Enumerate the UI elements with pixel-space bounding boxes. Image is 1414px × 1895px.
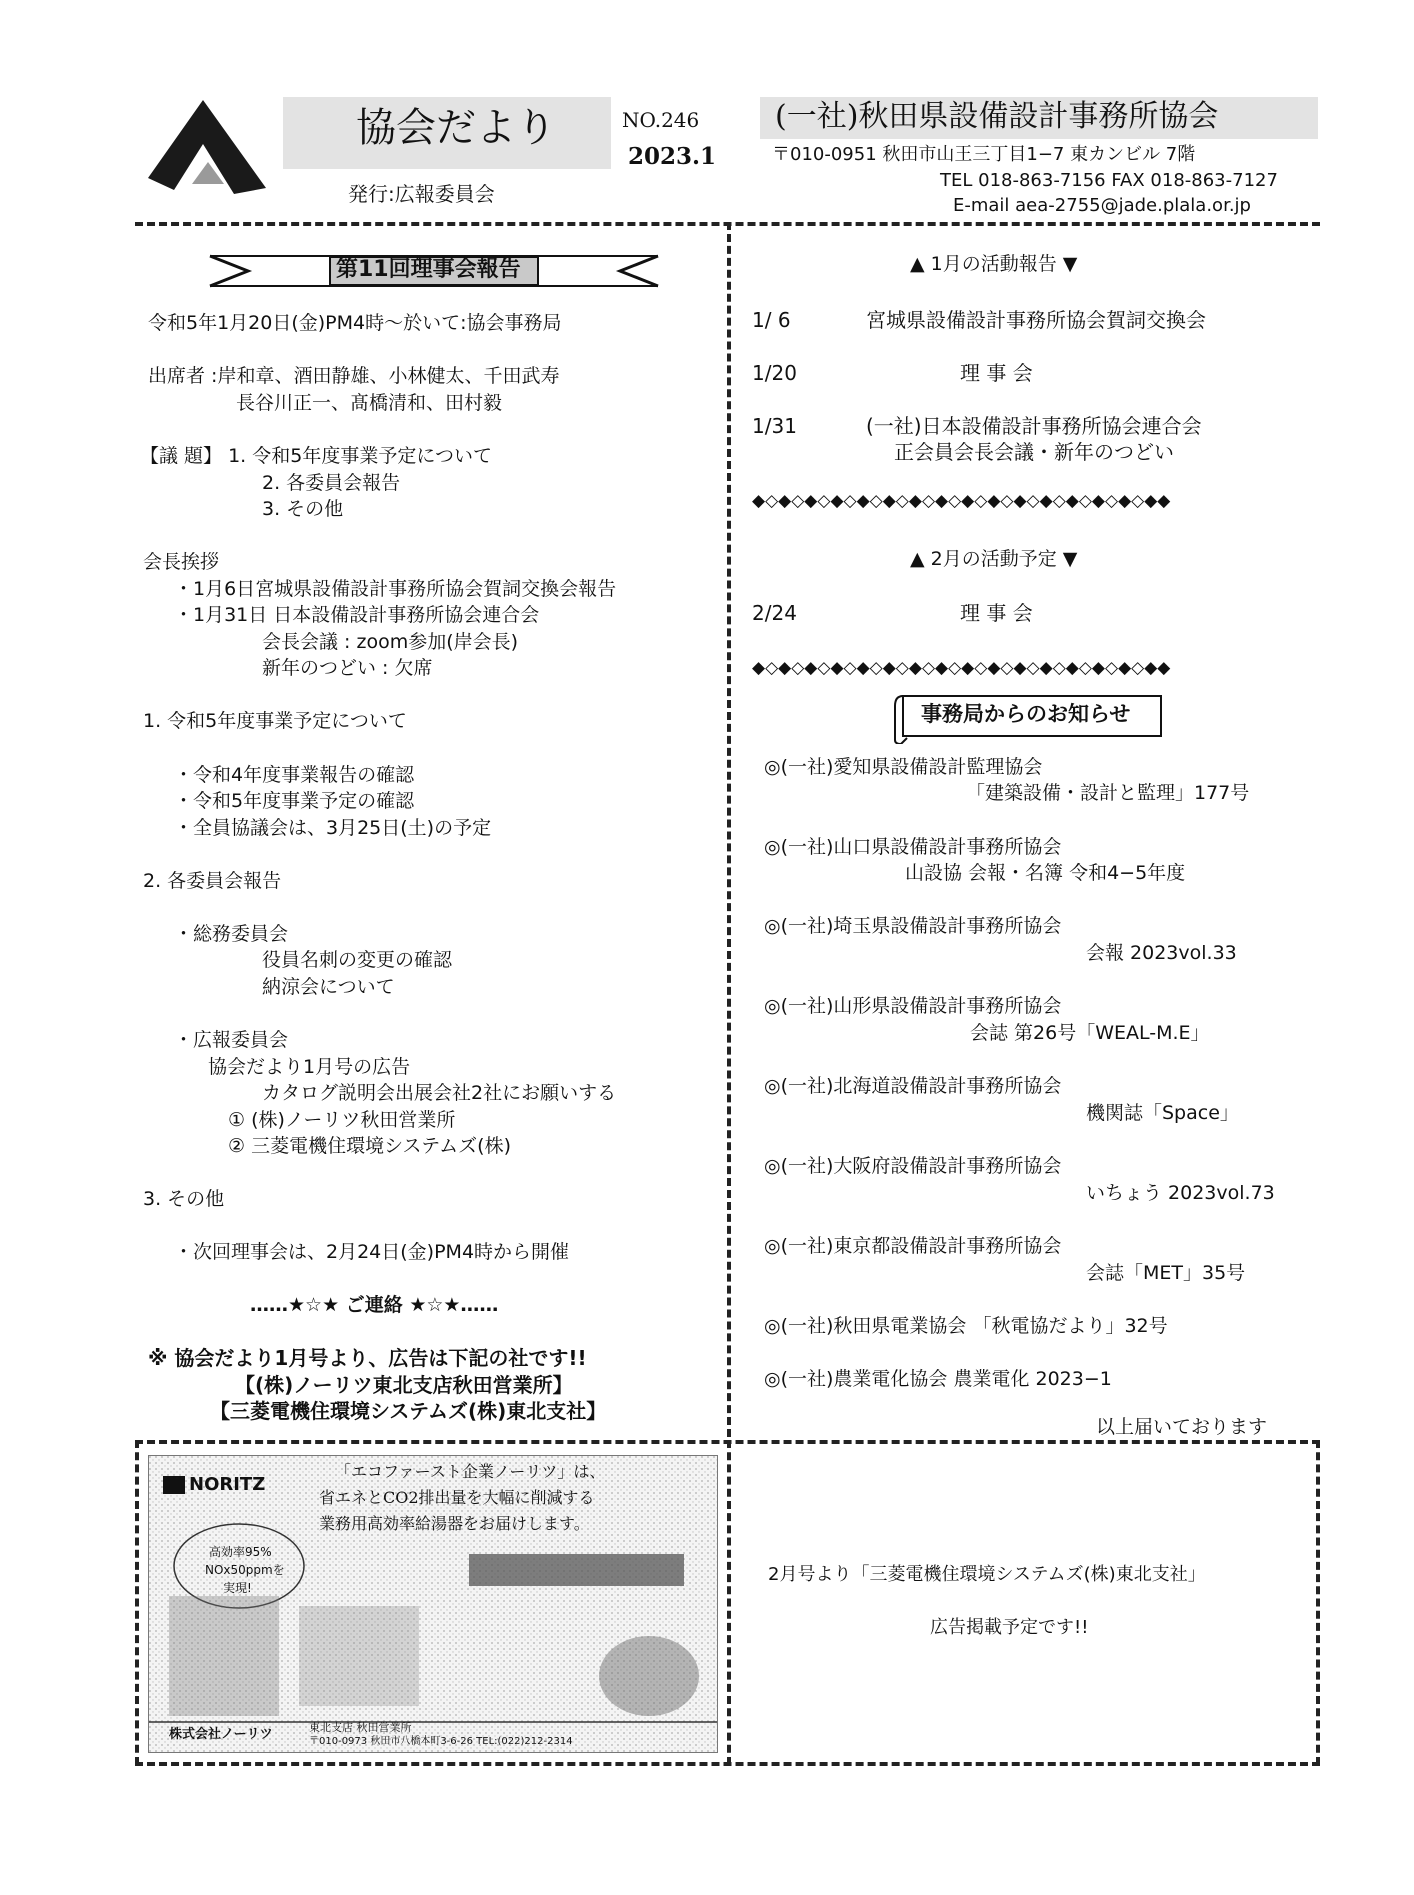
notice-line-1: ※ 協会だより1月号より、広告は下記の社です!! <box>148 1346 587 1370</box>
ad-brand: NORITZ <box>189 1474 266 1495</box>
january-report-title: ▲ 1月の活動報告 ▼ <box>910 253 1078 275</box>
jan-item-3-text: (一社)日本設備設計事務所協会連合会 <box>866 414 1202 438</box>
section-1-heading: 1. 令和5年度事業予定について <box>143 710 407 732</box>
noritz-logo-icon <box>163 1476 185 1494</box>
tel-fax: TEL 018-863-7156 FAX 018-863-7127 <box>940 170 1278 191</box>
committee-pr-item-1: 協会だより1月号の広告 <box>208 1056 411 1078</box>
ad-frame-bottom <box>135 1762 1320 1766</box>
notice-6-org: ◎(一社)大阪府設備設計事務所協会 <box>764 1155 1062 1177</box>
committee-pr: ・広報委員会 <box>174 1029 289 1051</box>
agenda-2: 2. 各委員会報告 <box>262 472 401 494</box>
notice-1-org: ◎(一社)愛知県設備設計監理協会 <box>764 756 1043 778</box>
attendees-line2: 長谷川正一、髙橋清和、田村毅 <box>236 392 503 414</box>
committee-pr-item-2: カタログ説明会出展会社2社にお願いする <box>262 1082 617 1104</box>
email: E-mail aea-2755@jade.plala.or.jp <box>953 195 1251 216</box>
notice-line-3: 【三菱電機住環境システムズ(株)東北支社】 <box>210 1399 607 1423</box>
jan-item-3-date: 1/31 <box>752 414 797 438</box>
notice-1-item: 「建築設備・設計と監理」177号 <box>966 782 1250 804</box>
agenda-3: 3. その他 <box>262 498 344 520</box>
notice-4-org: ◎(一社)山形県設備設計事務所協会 <box>764 995 1062 1017</box>
ad-frame-left <box>135 1440 139 1765</box>
section-2-heading: 2. 各委員会報告 <box>143 870 282 892</box>
ad-headline-3: 業務用高効率給湯器をお届けします。 <box>319 1514 590 1533</box>
ad-headline-1: 「エコファースト企業ノーリツ」は、 <box>335 1462 606 1481</box>
agenda-1: 【議 題】 1. 令和5年度事業予定について <box>140 445 492 467</box>
ad-headline-2: 省エネとCO2排出量を大幅に削減する <box>319 1488 595 1507</box>
address: 〒010-0951 秋田市山王三丁目1−7 東カンビル 7階 <box>772 144 1196 165</box>
notice-3-org: ◎(一社)埼玉県設備設計事務所協会 <box>764 915 1062 937</box>
notice-7-org: ◎(一社)東京都設備設計事務所協会 <box>764 1235 1062 1257</box>
divider-center <box>727 222 731 1437</box>
ad-badge-3: 実現! <box>223 1581 252 1595</box>
notice-5-item: 機関誌「Space」 <box>1086 1102 1239 1124</box>
greeting-item-1: ・1月6日宮城県設備設計事務所協会賀詞交換会報告 <box>174 578 617 600</box>
ad-branch-address: 〒010-0973 秋田市八橋本町3-6-26 TEL:(022)212-2314 <box>309 1736 573 1747</box>
notice-5-org: ◎(一社)北海道設備設計事務所協会 <box>764 1075 1062 1097</box>
association-logo <box>148 100 278 200</box>
jan-item-3-line2: 正会員会長会議・新年のつどい <box>894 440 1174 464</box>
greeting-item-2b: 新年のつどい : 欠席 <box>262 657 433 679</box>
feb-item-1-date: 2/24 <box>752 601 797 625</box>
ad-badge-1: 高効率95% <box>209 1545 272 1559</box>
notice-6-item: いちょう 2023vol.73 <box>1086 1182 1275 1204</box>
publisher: 発行:広報委員会 <box>348 182 495 206</box>
greeting-heading: 会長挨拶 <box>143 551 220 573</box>
committee-general-item-1: 役員名刺の変更の確認 <box>262 949 453 971</box>
notice-4-item: 会誌 第26号「WEAL-M.E」 <box>970 1022 1210 1044</box>
newsletter-title: 協会だより <box>356 105 556 151</box>
jan-item-2-text: 理 事 会 <box>960 361 1033 385</box>
received-note: 以上届いております <box>1096 1416 1268 1438</box>
committee-pr-item-3: ① (株)ノーリツ秋田営業所 <box>228 1109 456 1131</box>
section-1-item-3: ・全員協議会は、3月25日(土)の予定 <box>174 817 492 839</box>
section-1-item-1: ・令和4年度事業報告の確認 <box>174 764 415 786</box>
committee-general-item-2: 納涼会について <box>262 976 395 998</box>
ad-badge-2: NOx50ppmを <box>205 1563 285 1577</box>
notice-line-2: 【(株)ノーリツ東北支店秋田営業所】 <box>235 1373 573 1397</box>
section-3-item-1: ・次回理事会は、2月24日(金)PM4時から開催 <box>174 1241 570 1263</box>
meeting-datetime: 令和5年1月20日(金)PM4時〜於いて:協会事務局 <box>148 312 562 334</box>
notice-7-item: 会誌「MET」35号 <box>1086 1262 1246 1284</box>
section-3-heading: 3. その他 <box>143 1188 225 1210</box>
diamond-divider-1: ◆◇◆◇◆◇◆◇◆◇◆◇◆◇◆◇◆◇◆◇◆◇◆◇◆◇◆◇◆◇◆◆ <box>752 491 1171 511</box>
org-name: (一社)秋田県設備設計事務所協会 <box>775 99 1219 134</box>
issue-date: 2023.1 <box>628 143 717 170</box>
ad-notice-line-2: 広告掲載予定です!! <box>930 1617 1089 1638</box>
notice-2-org: ◎(一社)山口県設備設計事務所協会 <box>764 836 1062 858</box>
noritz-advertisement <box>148 1455 718 1753</box>
notice-2-item: 山設協 会報・名簿 令和4−5年度 <box>905 862 1186 884</box>
jan-item-1-text: 宮城県設備設計事務所協会賀詞交換会 <box>866 308 1206 332</box>
greeting-item-2: ・1月31日 日本設備設計事務所協会連合会 <box>174 604 540 626</box>
section-1-item-2: ・令和5年度事業予定の確認 <box>174 790 415 812</box>
notice-3-item: 会報 2023vol.33 <box>1086 942 1237 964</box>
report-banner-title: 第11回理事会報告 <box>336 257 521 282</box>
diamond-divider-2: ◆◇◆◇◆◇◆◇◆◇◆◇◆◇◆◇◆◇◆◇◆◇◆◇◆◇◆◇◆◇◆◆ <box>752 658 1171 678</box>
jan-item-1-date: 1/ 6 <box>752 308 791 332</box>
notice-8: ◎(一社)秋田県電業協会 「秋電協だより」32号 <box>764 1315 1168 1337</box>
office-banner-title: 事務局からのお知らせ <box>921 702 1131 726</box>
issue-number: NO.246 <box>622 108 700 132</box>
ad-frame-mid <box>727 1440 731 1765</box>
ad-company: 株式会社ノーリツ <box>169 1727 273 1742</box>
ad-notice-line-1: 2月号より「三菱電機住環境システムズ(株)東北支社」 <box>768 1564 1206 1585</box>
ad-frame-right <box>1316 1440 1320 1765</box>
contact-title: ……★☆★ ご連絡 ★☆★…… <box>250 1294 499 1316</box>
february-plan-title: ▲ 2月の活動予定 ▼ <box>910 548 1078 570</box>
committee-pr-item-4: ② 三菱電機住環境システムズ(株) <box>228 1135 511 1157</box>
ad-branch: 東北支店 秋田営業所 <box>309 1721 412 1734</box>
feb-item-1-text: 理 事 会 <box>960 601 1033 625</box>
greeting-item-2a: 会長会議 : zoom参加(岸会長) <box>262 631 519 653</box>
jan-item-2-date: 1/20 <box>752 361 797 385</box>
committee-general: ・総務委員会 <box>174 923 289 945</box>
notice-9: ◎(一社)農業電化協会 農業電化 2023−1 <box>764 1368 1112 1390</box>
attendees-line1: 出席者 :岸和章、酒田静雄、小林健太、千田武寿 <box>148 365 560 387</box>
